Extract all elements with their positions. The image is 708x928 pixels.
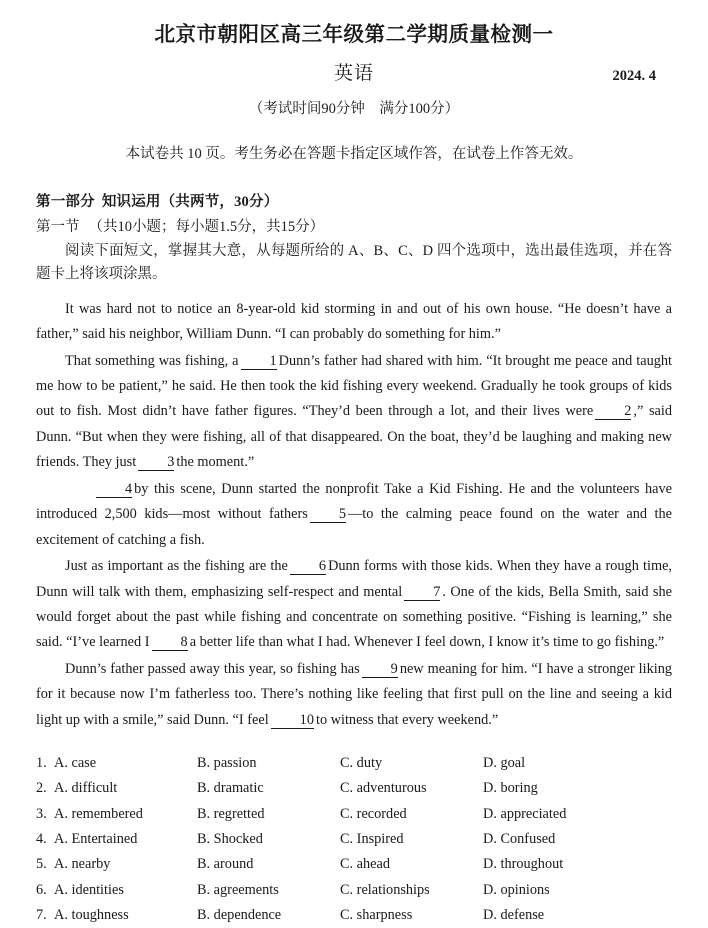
passage-text: Dunn’s father had shared with him. “It brought me peace and taught me how to be patient,” he said. He then took the kid fishing every weekend. Gradually he took groups of kids out to fish. Most didn’t have father figures. “They’d been through a lot, and their lives were (36, 352, 673, 420)
blank-4[interactable]: 4 (96, 482, 132, 498)
passage-paragraph-2 (36, 349, 672, 476)
passage-text: Just as important as the fishing are the (65, 558, 288, 575)
page-title: 北京市朝阳区高三年级第二学期质量检测一 (154, 24, 554, 46)
cloze-passage (36, 297, 672, 733)
passage-text: a better life than what I had. Whenever I feel down, I know it’s time to go fishing.” (189, 634, 665, 651)
option-choice-D[interactable]: D. throughout (483, 856, 564, 873)
passage-text: —to the calming peace found on the water and the excitement of catching a fish. (36, 506, 672, 548)
exam-info: （考试时间90分钟 满分100分） (248, 100, 460, 117)
part-title: 知识运用（共两节，30分） (101, 193, 279, 210)
passage-text: Dunn forms with those kids. When they have a rough time, Dunn will talk with them, emphasizing self-respect and mental (36, 558, 672, 600)
passage-text: by this scene, Dunn started the nonprofit Take a Kid Fishing. He and the volunteers have introduced 2,500 kids—most without fathers (36, 480, 672, 523)
option-number: 5. (36, 856, 47, 873)
option-choice-D[interactable]: D. appreciated (483, 805, 567, 822)
option-choice-B[interactable]: B. Shocked (197, 831, 263, 848)
blank-5[interactable]: 5 (310, 507, 346, 523)
option-choice-C[interactable]: C. duty (340, 755, 383, 772)
exam-date: 2024. 4 (612, 67, 656, 84)
option-number: 2. (36, 780, 47, 797)
passage-paragraph-3 (36, 477, 672, 553)
option-choice-A[interactable]: A. Entertained (54, 831, 138, 848)
passage-paragraph-1: It was hard not to notice an 8-year-old kid storming in and out of his own house. “He doesn’t have a father,” said his neighbor, William Dunn. “I can probably do something for him.” (36, 300, 672, 343)
option-choice-C[interactable]: C. adventurous (340, 780, 427, 797)
section-instruction: 阅读下面短文，掌握其大意，从每题所给的 A、B、C、D 四个选项中，选出最佳选项，并在答题卡上将该项涂黑。 (36, 242, 672, 283)
option-choice-A[interactable]: A. difficult (54, 780, 118, 797)
option-choice-D[interactable]: D. boring (483, 780, 538, 797)
part-heading (36, 190, 672, 211)
option-choice-B[interactable]: B. agreements (197, 881, 279, 898)
option-choice-D[interactable]: D. Confused (483, 831, 556, 848)
passage-paragraph-5 (36, 657, 672, 733)
option-choice-D[interactable]: D. goal (483, 755, 526, 772)
option-choice-D[interactable]: D. opinions (483, 881, 550, 898)
blank-8[interactable]: 8 (152, 635, 188, 651)
option-choice-C[interactable]: C. relationships (340, 881, 430, 898)
passage-text: Dunn’s father passed away this year, so fishing has (65, 660, 360, 677)
option-number: 6. (36, 881, 47, 898)
option-choice-C[interactable]: C. ahead (340, 856, 391, 873)
option-choice-B[interactable]: B. regretted (197, 805, 265, 822)
exam-notice: 本试卷共 10 页。考生务必在答题卡指定区域作答，在试卷上作答无效。 (125, 145, 583, 162)
passage-text: the moment.” (176, 454, 255, 471)
passage-paragraph-4 (36, 554, 672, 656)
option-row (36, 878, 672, 903)
section-heading (36, 215, 672, 236)
blank-2[interactable]: 2 (595, 404, 631, 420)
option-choice-A[interactable]: A. case (54, 755, 97, 772)
option-choice-C[interactable]: C. sharpness (340, 906, 413, 923)
option-choice-A[interactable]: A. toughness (54, 906, 129, 923)
passage-text: . One of the kids, Bella Smith, said she would forget about the past while fishing and concentrate on something positive. “Fishing is learning,” she said. “I’ve learned I (36, 583, 672, 651)
option-row (36, 903, 672, 928)
option-choice-D[interactable]: D. defense (483, 906, 545, 923)
subject-name: 英语 (333, 62, 374, 84)
option-choice-B[interactable]: B. around (197, 856, 254, 873)
subject-row (36, 58, 672, 86)
section-title: （共10小题；每小题1.5分，共15分） (88, 218, 325, 235)
passage-text: to witness that every weekend.” (315, 711, 499, 728)
option-choice-A[interactable]: A. nearby (54, 856, 111, 873)
option-row (36, 776, 672, 801)
option-choice-C[interactable]: C. Inspired (340, 831, 404, 848)
passage-text: new meaning for him. “I have a stronger liking for it because now I’m fatherless too. There’s nothing like feeling that first pull on the line and seeing a kid light up with a smile,” said Dunn. “I feel (36, 660, 672, 728)
option-choice-B[interactable]: B. dramatic (197, 780, 264, 797)
part-label: 第一部分 (36, 193, 95, 210)
passage-text: ,” said Dunn. “But when they were fishing, all of that disappeared. On the boat, they’d be laughing and making new friends. They just (36, 403, 672, 471)
blank-1[interactable]: 1 (241, 354, 277, 370)
option-row (36, 852, 672, 877)
option-choice-C[interactable]: C. recorded (340, 805, 407, 822)
blank-9[interactable]: 9 (362, 662, 398, 678)
option-row (36, 827, 672, 852)
option-choice-B[interactable]: B. passion (197, 755, 257, 772)
option-number: 3. (36, 805, 47, 822)
answer-options-list (36, 751, 672, 928)
passage-text: That something was fishing, a (65, 352, 239, 369)
option-row (36, 751, 672, 776)
section-label: 第一节 (36, 218, 80, 235)
option-choice-A[interactable]: A. remembered (54, 805, 143, 822)
blank-6[interactable]: 6 (290, 559, 326, 575)
option-choice-B[interactable]: B. dependence (197, 906, 282, 923)
option-choice-A[interactable]: A. identities (54, 881, 124, 898)
option-number: 4. (36, 831, 47, 848)
blank-10[interactable]: 10 (271, 713, 314, 729)
blank-7[interactable]: 7 (404, 585, 440, 601)
option-number: 1. (36, 755, 47, 772)
blank-3[interactable]: 3 (138, 455, 174, 471)
option-row (36, 802, 672, 827)
option-number: 7. (36, 906, 47, 923)
